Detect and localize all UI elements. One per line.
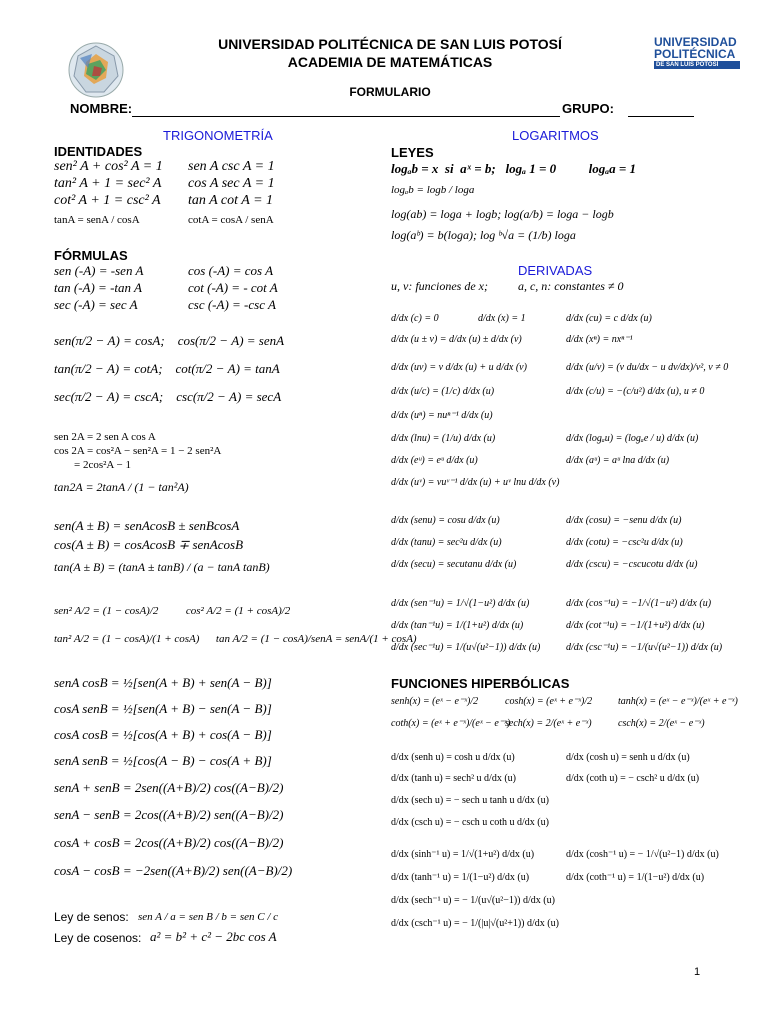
hyper-def-1b: cosh(x) = (eˣ + e⁻ˣ)/2 bbox=[505, 696, 593, 707]
deriv-basic-1a: d/dx (c) = 0 bbox=[391, 313, 439, 324]
deriv-basic-4a: d/dx (u/c) = (1/c) d/dx (u) bbox=[391, 386, 495, 397]
sum-1: sen(A ± B) = senAcosB ± senBcosA bbox=[54, 518, 240, 533]
page-number: 1 bbox=[694, 966, 701, 978]
identity-3b: tan A cot A = 1 bbox=[188, 193, 274, 208]
deriv-basic-1c: d/dx (cu) = c d/dx (u) bbox=[566, 313, 652, 324]
deriv-basic-4c: d/dx (c/u) = −(c/u²) d/dx (u), u ≠ 0 bbox=[566, 386, 705, 397]
double-4: tan2A = 2tanA / (1 − tan²A) bbox=[54, 480, 189, 494]
deriv-trig-1b: d/dx (cosu) = −senu d/dx (u) bbox=[566, 515, 682, 526]
deriv-basic-3a: d/dx (uv) = v d/dx (u) + u d/dx (v) bbox=[391, 362, 527, 373]
hyper-title: FUNCIONES HIPERBÓLICAS bbox=[391, 676, 570, 691]
cofunction-3: sec(π/2 − A) = cscA; csc(π/2 − A) = secA bbox=[54, 389, 282, 404]
hyper-def-1c: tanh(x) = (eˣ − e⁻ˣ)/(eˣ + e⁻ˣ) bbox=[618, 696, 738, 707]
academy-title: ACADEMIA DE MATEMÁTICAS bbox=[287, 54, 493, 70]
hyper-deriv-3a: d/dx (sech u) = − sech u tanh u d/dx (u) bbox=[391, 795, 549, 806]
double-2: cos 2A = cos²A − sen²A = 1 − 2 sen²A bbox=[54, 445, 222, 457]
deriv-trig-1a: d/dx (senu) = cosu d/dx (u) bbox=[391, 515, 500, 526]
deriv-basic-7c: d/dx (aᵘ) = aᵘ lna d/dx (u) bbox=[566, 455, 670, 466]
identity-4a: tanA = senA / cosA bbox=[54, 214, 140, 226]
half-2: tan² A/2 = (1 − cosA)/(1 + cosA) tan A/2 = (1 − cosA)/senA = senA/(1 + cosA) bbox=[54, 633, 417, 645]
deriv-basic-8a: d/dx (uᵛ) = vuᵛ⁻¹ d/dx (u) + uᵛ lnu d/dx (v) bbox=[391, 477, 560, 488]
identities-title: IDENTIDADES bbox=[54, 144, 143, 159]
cofunction-2: tan(π/2 − A) = cotA; cot(π/2 − A) = tanA bbox=[54, 361, 280, 376]
deriv-inv-1a: d/dx (sen⁻¹u) = 1/√(1−u²) d/dx (u) bbox=[391, 598, 530, 609]
hyper-deriv-2b: d/dx (coth u) = − csch² u d/dx (u) bbox=[566, 773, 700, 784]
deriv-basic-3c: d/dx (u/v) = (v du/dx − u dv/dx)/v², v ≠ 0 bbox=[566, 362, 729, 373]
trig-title: TRIGONOMETRÍA bbox=[163, 128, 273, 143]
deriv-inv-2a: d/dx (tan⁻¹u) = 1/(1+u²) d/dx (u) bbox=[391, 620, 524, 631]
sum-3: tan(A ± B) = (tanA ± tanB) / (a − tanA tanB) bbox=[54, 560, 270, 574]
formula-1a: sen (-A) = -sen A bbox=[54, 263, 144, 278]
logs-title: LOGARITMOS bbox=[512, 128, 599, 143]
deriv-basic-1b: d/dx (x) = 1 bbox=[478, 313, 526, 324]
group-label: GRUPO: bbox=[562, 101, 614, 116]
identity-3a: cot² A + 1 = csc² A bbox=[54, 193, 161, 208]
cofunction-1: sen(π/2 − A) = cosA; cos(π/2 − A) = senA bbox=[54, 333, 285, 348]
hyper-deriv-2a: d/dx (tanh u) = sech² u d/dx (u) bbox=[391, 773, 516, 784]
derivs-title: DERIVADAS bbox=[518, 263, 593, 278]
hyper-inv-4a: d/dx (csch⁻¹ u) = − 1/(|u|√(u²+1)) d/dx (u) bbox=[391, 918, 559, 929]
hyper-def-1a: senh(x) = (eˣ − e⁻ˣ)/2 bbox=[391, 696, 479, 707]
deriv-basic-6a: d/dx (lnu) = (1/u) d/dx (u) bbox=[391, 433, 496, 444]
law-cosines-label: Ley de cosenos: bbox=[54, 931, 142, 945]
hyper-inv-2a: d/dx (tanh⁻¹ u) = 1/(1−u²) d/dx (u) bbox=[391, 872, 530, 883]
deriv-inv-2b: d/dx (cot⁻¹u) = −1/(1+u²) d/dx (u) bbox=[566, 620, 705, 631]
name-label: NOMBRE: bbox=[70, 101, 133, 116]
derivs-intro: u, v: funciones de x; a, c, n: constantes ≠ 0 bbox=[391, 279, 624, 293]
law-cosines: a² = b² + c² − 2bc cos A bbox=[150, 929, 277, 944]
hyper-inv-3a: d/dx (sech⁻¹ u) = − 1/(u√(u²−1)) d/dx (u) bbox=[391, 895, 555, 906]
hyper-deriv-1a: d/dx (senh u) = cosh u d/dx (u) bbox=[391, 752, 515, 763]
university-title: UNIVERSIDAD POLITÉCNICA DE SAN LUIS POTOSÍ bbox=[218, 36, 562, 52]
deriv-trig-3a: d/dx (secu) = secutanu d/dx (u) bbox=[391, 559, 517, 570]
logo-line-2: POLITÉCNICA bbox=[654, 47, 736, 61]
deriv-basic-2c: d/dx (xⁿ) = nxⁿ⁻¹ bbox=[566, 334, 633, 345]
laws-title: LEYES bbox=[391, 145, 434, 160]
deriv-basic-7a: d/dx (eᵘ) = eᵘ d/dx (u) bbox=[391, 455, 478, 466]
logo-line-3: DE SAN LUIS POTOSÍ bbox=[654, 61, 740, 69]
identity-1b: sen A csc A = 1 bbox=[188, 159, 275, 174]
doc-title: FORMULARIO bbox=[349, 85, 431, 99]
hyper-deriv-4a: d/dx (csch u) = − csch u coth u d/dx (u) bbox=[391, 817, 549, 828]
product-1: senA cosB = ½[sen(A + B) + sen(A − B)] bbox=[54, 675, 272, 690]
formula-3a: sec (-A) = sec A bbox=[54, 297, 138, 312]
formula-3b: csc (-A) = -csc A bbox=[188, 297, 276, 312]
log-law-2: logₐb = logb / loga bbox=[391, 184, 475, 196]
group-field[interactable] bbox=[628, 102, 694, 117]
deriv-basic-6c: d/dx (logₐu) = (logₐe / u) d/dx (u) bbox=[566, 433, 699, 444]
deriv-trig-2b: d/dx (cotu) = −csc²u d/dx (u) bbox=[566, 537, 683, 548]
hyper-inv-1a: d/dx (sinh⁻¹ u) = 1/√(1+u²) d/dx (u) bbox=[391, 849, 535, 860]
hyper-def-2c: csch(x) = 2/(eˣ − e⁻ˣ) bbox=[618, 718, 705, 729]
product-8: cosA − cosB = −2sen((A+B)/2) sen((A−B)/2) bbox=[54, 863, 293, 878]
double-1: sen 2A = 2 sen A cos A bbox=[54, 431, 156, 443]
product-5: senA + senB = 2sen((A+B)/2) cos((A−B)/2) bbox=[54, 780, 284, 795]
deriv-trig-3b: d/dx (cscu) = −cscucotu d/dx (u) bbox=[566, 559, 698, 570]
product-6: senA − senB = 2cos((A+B)/2) sen((A−B)/2) bbox=[54, 807, 284, 822]
identity-1a: sen² A + cos² A = 1 bbox=[54, 159, 163, 174]
product-4: senA senB = ½[cos(A − B) − cos(A + B)] bbox=[54, 753, 272, 768]
deriv-inv-1b: d/dx (cos⁻¹u) = −1/√(1−u²) d/dx (u) bbox=[566, 598, 712, 609]
log-law-3: log(ab) = loga + logb; log(a/b) = loga − logb bbox=[391, 207, 614, 221]
product-2: cosA senB = ½[sen(A + B) − sen(A − B)] bbox=[54, 701, 272, 716]
deriv-inv-3b: d/dx (csc⁻¹u) = −1/(u√(u²−1)) d/dx (u) bbox=[566, 642, 723, 653]
log-law-1: logₐb = x si aˣ = b; logₐ 1 = 0 logₐa = 1 bbox=[391, 161, 637, 176]
sum-2: cos(A ± B) = cosAcosB ∓ senAcosB bbox=[54, 537, 244, 552]
hyper-inv-2b: d/dx (coth⁻¹ u) = 1/(1−u²) d/dx (u) bbox=[566, 872, 705, 883]
product-7: cosA + cosB = 2cos((A+B)/2) cos((A−B)/2) bbox=[54, 835, 284, 850]
formula-1b: cos (-A) = cos A bbox=[188, 263, 274, 278]
double-3: = 2cos²A − 1 bbox=[74, 459, 131, 471]
hyper-inv-1b: d/dx (cosh⁻¹ u) = − 1/√(u²−1) d/dx (u) bbox=[566, 849, 719, 860]
name-field[interactable] bbox=[132, 102, 560, 117]
deriv-inv-3a: d/dx (sec⁻¹u) = 1/(u√(u²−1)) d/dx (u) bbox=[391, 642, 541, 653]
deriv-basic-2a: d/dx (u ± v) = d/dx (u) ± d/dx (v) bbox=[391, 334, 522, 345]
deriv-trig-2a: d/dx (tanu) = sec²u d/dx (u) bbox=[391, 537, 502, 548]
law-sines-label: Ley de senos: bbox=[54, 910, 129, 924]
formulas-title: FÓRMULAS bbox=[54, 248, 128, 263]
formula-2b: cot (-A) = - cot A bbox=[188, 280, 278, 295]
product-3: cosA cosB = ½[cos(A + B) + cos(A − B)] bbox=[54, 727, 272, 742]
right-logo bbox=[654, 36, 740, 76]
half-1: sen² A/2 = (1 − cosA)/2 cos² A/2 = (1 + cosA)/2 bbox=[54, 605, 291, 617]
logo-line-1: UNIVERSIDAD bbox=[654, 35, 737, 49]
hyper-def-2a: coth(x) = (eˣ + e⁻ˣ)/(eˣ − e⁻ˣ) bbox=[391, 718, 511, 729]
formula-2a: tan (-A) = -tan A bbox=[54, 280, 142, 295]
identity-2a: tan² A + 1 = sec² A bbox=[54, 176, 162, 191]
globe-logo-icon bbox=[66, 40, 126, 100]
hyper-deriv-1b: d/dx (cosh u) = senh u d/dx (u) bbox=[566, 752, 690, 763]
deriv-basic-5a: d/dx (uⁿ) = nuⁿ⁻¹ d/dx (u) bbox=[391, 410, 493, 421]
identity-2b: cos A sec A = 1 bbox=[188, 176, 275, 191]
hyper-def-2b: sech(x) = 2/(eˣ + e⁻ˣ) bbox=[505, 718, 592, 729]
log-law-4: log(aᵇ) = b(loga); log ᵇ√a = (1/b) loga bbox=[391, 228, 576, 242]
identity-4b: cotA = cosA / senA bbox=[188, 214, 274, 226]
left-logo bbox=[66, 40, 126, 100]
law-sines: sen A / a = sen B / b = sen C / c bbox=[138, 911, 279, 923]
